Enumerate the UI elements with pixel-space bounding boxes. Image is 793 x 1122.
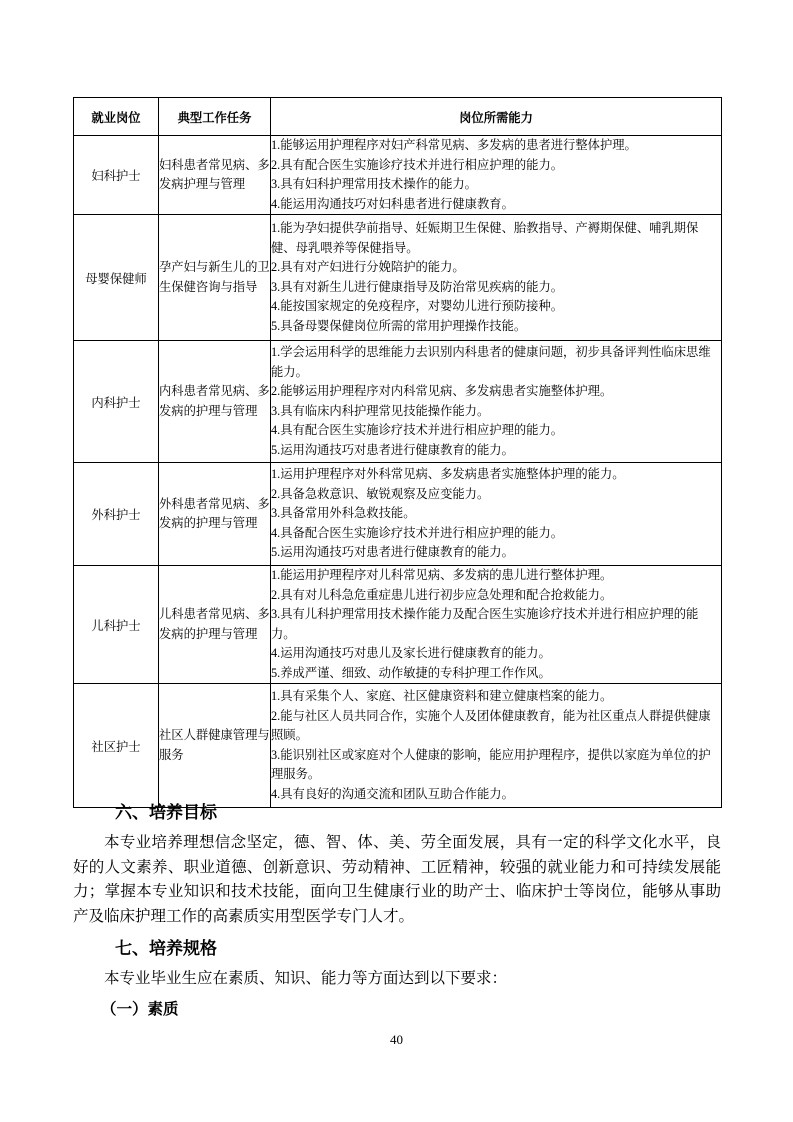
ability-item: 5.运用沟通技巧对患者进行健康教育的能力。 [271,545,514,560]
work-task-cell: 内科患者常见病、多发病的护理与管理 [159,341,271,463]
ability-item: 5.具备母婴保健岗位所需的常用护理操作技能。 [271,318,527,333]
ability-item: 1.能为孕妇提供孕前指导、妊娠期卫生保健、胎教指导、产褥期保健、哺乳期保健、母乳喂养等保健指导。 [271,221,699,255]
job-position-cell: 妇科护士 [74,136,159,215]
page-number: 40 [390,1032,403,1047]
ability-item: 1.能运用护理程序对儿科常见病、多发病的患儿进行整体护理。 [271,568,613,582]
table-row [74,215,722,341]
ability-item: 2.具备急救意识、敏锐观察及应变能力。 [271,486,490,501]
ability-item: 1.具有采集个人、家庭、社区健康资料和建立健康档案的能力。 [271,689,613,703]
ability-item: 4.具备配合医生实施诊疗技术并进行相应护理的能力。 [271,525,564,540]
ability-item: 2.具有配合医生实施诊疗技术并进行相应护理的能力。 [271,157,564,172]
col-header-abilities: 岗位所需能力 [271,98,722,136]
ability-item: 4.具有良好的沟通交流和团队互助合作能力。 [271,786,514,801]
abilities-cell [271,215,722,341]
col-header-position: 就业岗位 [74,98,159,136]
work-task-cell: 外科患者常见病、多发病的护理与管理 [159,463,271,566]
work-task-cell: 妇科患者常见病、多发病护理与管理 [159,136,271,215]
ability-item: 2.具有对儿科急危重症患儿进行初步应急处理和配合抢救能力。 [271,587,613,602]
job-position-cell: 外科护士 [74,463,159,566]
ability-item: 3.具有儿科护理常用技术操作能力及配合医生实施诊疗技术并进行相应护理的能力。 [271,607,699,641]
training-objectives-paragraph: 本专业培养理想信念坚定，德、智、体、美、劳全面发展，具有一定的科学文化水平，良好的人文素养、职业道德、创新意识、劳动精神、工匠精神，较强的就业能力和可持续发展能力；掌握本专业知识和技术技能，面向卫生健康行业的助产士、临床护士等岗位，能够从事助产及临床护理工作的高素质实用型医学专门人才。 [73,834,721,925]
section-heading-training-objectives: 六、培养目标 [115,803,217,822]
ability-item: 1.运用护理程序对外科常见病、多发病患者实施整体护理的能力。 [271,467,625,482]
abilities-cell [271,463,722,566]
ability-item: 1.学会运用科学的思维能力去识别内科患者的健康问题，初步具备评判性临床思维能力。 [271,345,711,379]
ability-item: 3.能识别社区或家庭对个人健康的影响，能应用护理程序，提供以家庭为单位的护理服务。 [271,747,711,781]
ability-item: 2.具有对产妇进行分娩陪护的能力。 [271,260,465,274]
text-sections [73,793,721,1022]
subsection-heading-quality: （一）素质 [101,1000,179,1018]
table-row [74,684,722,808]
ability-item: 3.具备常用外科急救技能。 [271,506,416,521]
ability-item: 3.具有妇科护理常用技术操作的能力。 [271,177,477,191]
table-row [74,136,722,215]
training-specifications-paragraph: 本专业毕业生应在素质、知识、能力等方面达到以下要求： [104,970,508,988]
ability-item: 5.运用沟通技巧对患者进行健康教育的能力。 [271,442,514,457]
table-row [74,463,722,566]
work-task-cell: 社区人群健康管理与服务 [159,684,271,808]
table-row [74,341,722,463]
abilities-cell [271,684,722,808]
job-position-cell: 母婴保健师 [74,215,159,341]
ability-item: 2.能够运用护理程序对内科常见病、多发病患者实施整体护理。 [271,384,613,398]
table-row [74,566,722,684]
ability-item: 4.能按国家规定的免疫程序，对婴幼儿进行预防接种。 [271,299,564,313]
work-task-cell: 孕产妇与新生儿的卫生保健咨询与指导 [159,215,271,341]
section-heading-training-specifications: 七、培养规格 [115,939,217,959]
table-header-row [74,98,722,136]
ability-item: 4.具有配合医生实施诊疗技术并进行相应护理的能力。 [271,423,564,437]
ability-item: 2.能与社区人员共同合作，实施个人及团体健康教育，能为社区重点人群提供健康照顾。 [271,708,711,742]
job-position-cell: 社区护士 [74,684,159,808]
ability-item: 4.能运用沟通技巧对妇科患者进行健康教育。 [271,196,514,211]
ability-item: 5.养成严谨、细致、动作敏捷的专科护理工作作风。 [271,665,551,680]
ability-item: 1.能够运用护理程序对妇产科常见病、多发病的患者进行整体护理。 [271,138,637,152]
ability-item: 3.具有临床内科护理常见技能操作能力。 [271,403,490,418]
jobs-abilities-table [73,97,722,808]
col-header-task: 典型工作任务 [159,98,271,136]
abilities-cell [271,566,722,684]
abilities-cell [271,136,722,215]
abilities-cell [271,341,722,463]
job-position-cell: 儿科护士 [74,566,159,684]
work-task-cell: 儿科患者常见病、多发病的护理与管理 [159,566,271,684]
ability-item: 4.运用沟通技巧对患儿及家长进行健康教育的能力。 [271,646,551,660]
job-position-cell: 内科护士 [74,341,159,463]
ability-item: 3.具有对新生儿进行健康指导及防治常见疾病的能力。 [271,279,564,294]
